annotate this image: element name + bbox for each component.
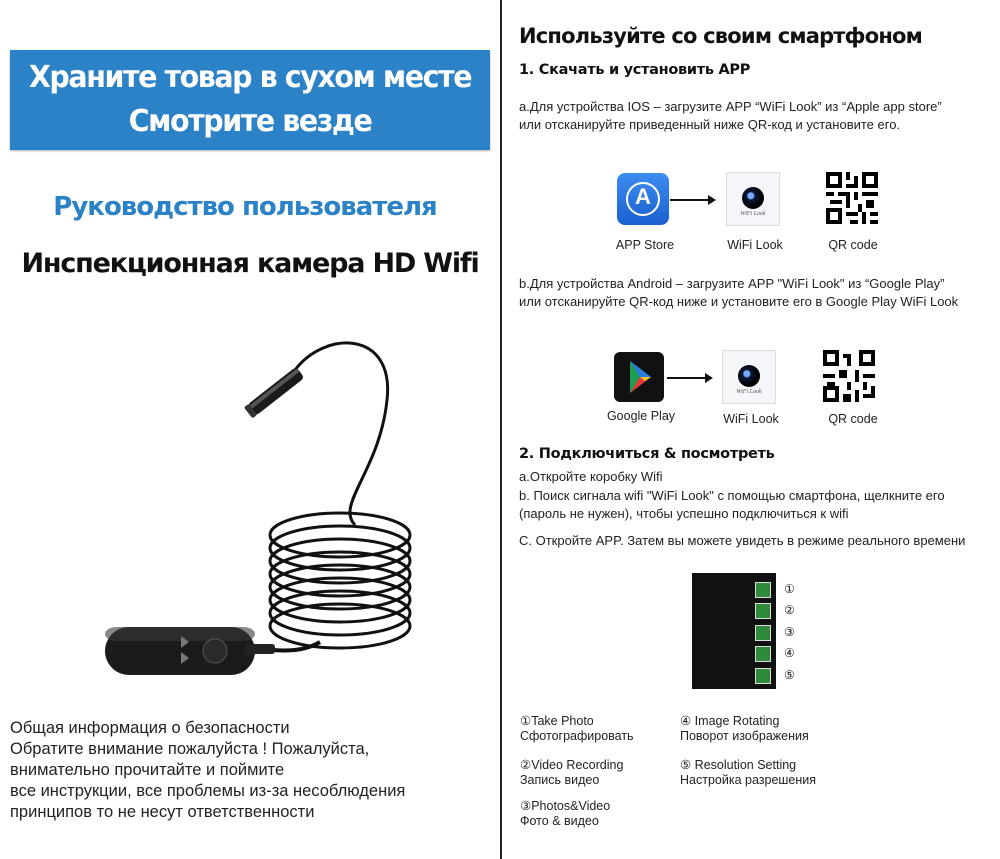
legend-ru: Поворот изображения	[680, 729, 809, 743]
legend-item	[520, 799, 610, 829]
legend-ru: Запись видео	[520, 773, 600, 787]
ios-icon-label-app-store: APP Store	[615, 238, 675, 252]
step-2-a: a.Откройте коробку Wifi	[519, 469, 663, 484]
app-store-icon: A	[617, 173, 669, 225]
android-icon-label-google-play: Google Play	[606, 409, 676, 423]
legend-en: ⑤ Resolution Setting	[680, 758, 797, 772]
legend-item	[520, 758, 623, 788]
legend-en: ①Take Photo	[520, 714, 594, 728]
android-icon-label-wifi-look: WiFi Look	[723, 412, 779, 426]
legend-en: ④ Image Rotating	[680, 714, 780, 728]
gallery-icon[interactable]	[755, 625, 771, 641]
wifi-look-app-icon	[726, 172, 780, 226]
storage-banner	[10, 50, 490, 150]
android-instruction-line-1: b.Для устройства Android – загрузите APP "WiFi Look" из “Google Play”	[519, 276, 945, 291]
android-icon-label-qr-code: QR code	[828, 412, 878, 426]
safety-information	[10, 718, 480, 823]
step-2-b-line-2: (пароль не нужен), чтобы успешно подключиться к wifi	[519, 506, 849, 521]
camera-icon[interactable]	[755, 582, 771, 598]
screen-button-number: ①	[784, 582, 795, 596]
step-2-heading: 2. Подключиться & посмотреть	[519, 446, 775, 462]
wifi-look-logo-text: WiFi Look	[736, 389, 762, 395]
manual-title: Руководство пользователя	[53, 192, 437, 222]
ios-icon-label-qr-code: QR code	[828, 238, 878, 252]
screen-button-number: ④	[784, 646, 795, 660]
legend-item	[680, 758, 816, 788]
legend-en: ②Video Recording	[520, 758, 624, 772]
step-2-c: C. Откройте APP. Затем вы можете увидеть в режиме реального времени	[519, 533, 966, 548]
legend-item	[680, 714, 809, 744]
video-camera-icon[interactable]	[755, 603, 771, 619]
wifi-look-logo-text: WiFi Look	[740, 211, 766, 217]
step-2-b-line-1: b. Поиск сигнала wifi "WiFi Look" с помощью смартфона, щелкните его	[519, 488, 945, 503]
safety-line: внимательно прочитайте и поймите	[10, 761, 285, 779]
legend-ru: Сфотографировать	[520, 729, 634, 743]
safety-line: принципов то не несут ответственности	[10, 803, 315, 821]
google-play-icon	[614, 352, 664, 402]
arrow-right-icon	[670, 199, 714, 201]
banner-line-1: Храните товар в сухом месте	[28, 60, 472, 95]
screen-button-number: ②	[784, 603, 795, 617]
ios-instruction-line-2: или отсканируйте приведенный ниже QR-код и установите его.	[519, 117, 901, 132]
qr-code-icon	[823, 350, 875, 402]
safety-line: Обратите внимание пожалуйста ! Пожалуйста,	[10, 740, 370, 758]
arrow-right-icon	[667, 377, 711, 379]
smartphone-section-title: Используйте со своим смартфоном	[519, 24, 923, 48]
legend-item	[520, 714, 634, 744]
endoscope-camera-illustration	[95, 330, 425, 700]
ios-instruction-line-1: a.Для устройства IOS – загрузите APP “WiFi Look” из “Apple app store”	[519, 99, 942, 114]
banner-line-2: Смотрите везде	[128, 104, 372, 139]
ios-icon-label-wifi-look: WiFi Look	[727, 238, 783, 252]
safety-line: Общая информация о безопасности	[10, 719, 290, 737]
legend-ru: Фото & видео	[520, 814, 599, 828]
settings-gear-icon[interactable]	[755, 668, 771, 684]
step-1-heading: 1. Скачать и установить APP	[519, 62, 751, 78]
android-instruction-line-2: или отсканируйте QR-код ниже и установите его в Google Play WiFi Look	[519, 294, 959, 309]
legend-en: ③Photos&Video	[520, 799, 611, 813]
product-title: Инспекционная камера HD Wifi	[21, 248, 479, 279]
legend-ru: Настройка разрешения	[680, 773, 817, 787]
column-divider	[500, 0, 502, 859]
safety-line: все инструкции, все проблемы из-за несоблюдения	[10, 782, 406, 800]
rotate-icon[interactable]	[755, 646, 771, 662]
screen-button-number: ⑤	[784, 668, 795, 682]
screen-button-number: ③	[784, 625, 795, 639]
wifi-look-app-icon	[722, 350, 776, 404]
qr-code-icon	[826, 172, 878, 224]
